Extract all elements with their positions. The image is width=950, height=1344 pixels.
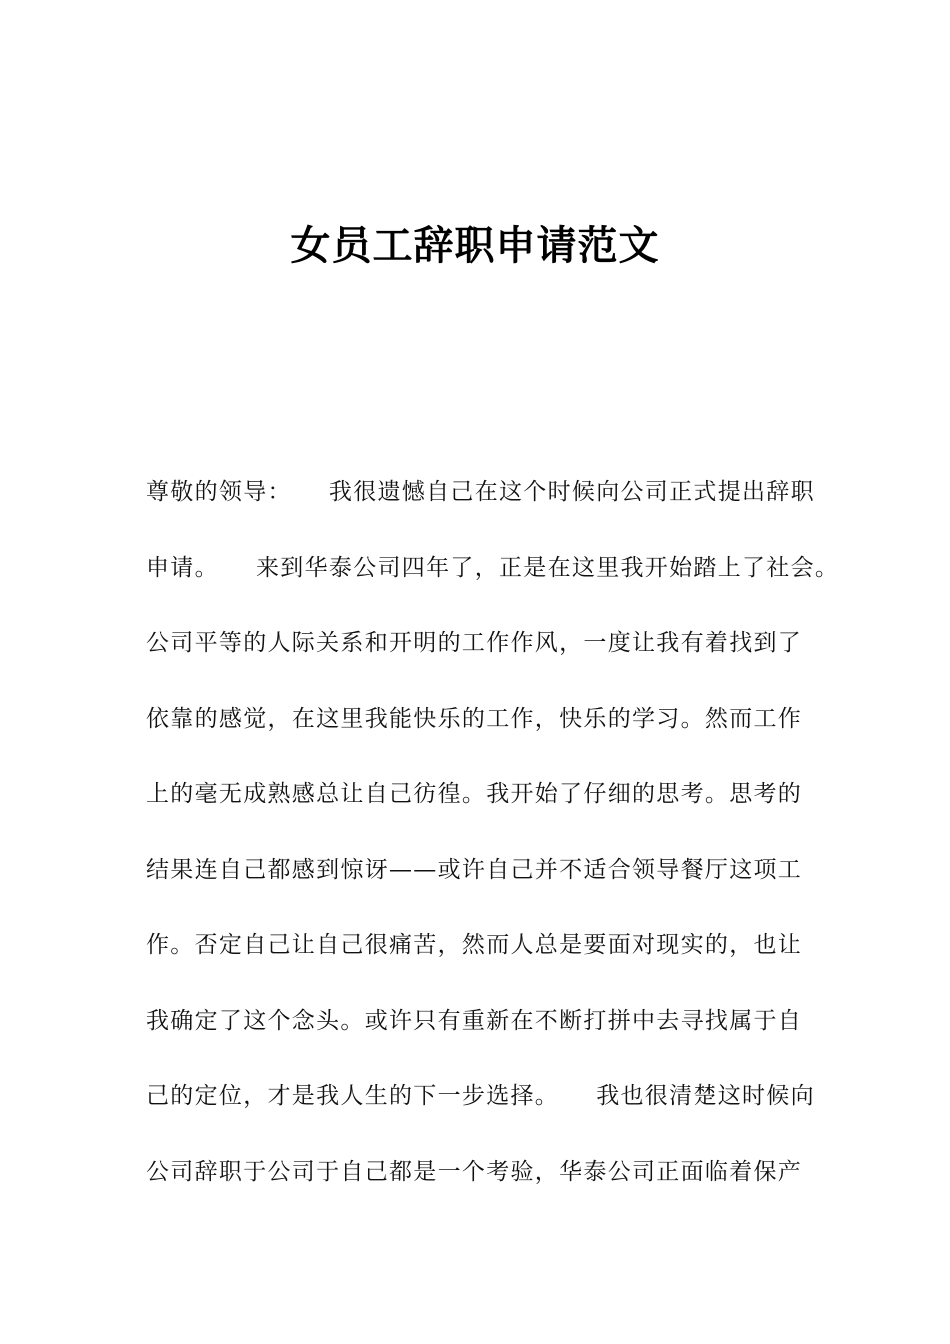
body-line: 尊敬的领导： 我很遗憾自己在这个时候向公司正式提出辞职 [146, 479, 815, 505]
body-line: 己的定位，才是我人生的下一步选择。 我也很清楚这时候向 [146, 1083, 815, 1109]
body-line: 我确定了这个念头。或许只有重新在不断打拼中去寻找属于自 [146, 1007, 803, 1034]
document-title: 女员工辞职申请范文 [290, 223, 660, 269]
body-line: 上的毫无成熟感总让自己彷徨。我开始了仔细的思考。思考的 [146, 781, 803, 807]
body-line: 结果连自己都感到惊讶——或许自己并不适合领导餐厅这项工 [146, 856, 803, 883]
body-line: 公司辞职于公司于自己都是一个考验，华泰公司正面临着保产 [146, 1158, 803, 1185]
document-body [146, 455, 840, 1210]
body-line: 公司平等的人际关系和开明的工作作风，一度让我有着找到了 [146, 630, 803, 656]
body-line: 申请。 来到华泰公司四年了，正是在这里我开始踏上了社会。 [146, 554, 840, 581]
body-line: 作。否定自己让自己很痛苦，然而人总是要面对现实的，也让 [146, 932, 803, 958]
body-line: 依靠的感觉，在这里我能快乐的工作，快乐的学习。然而工作 [146, 705, 803, 732]
